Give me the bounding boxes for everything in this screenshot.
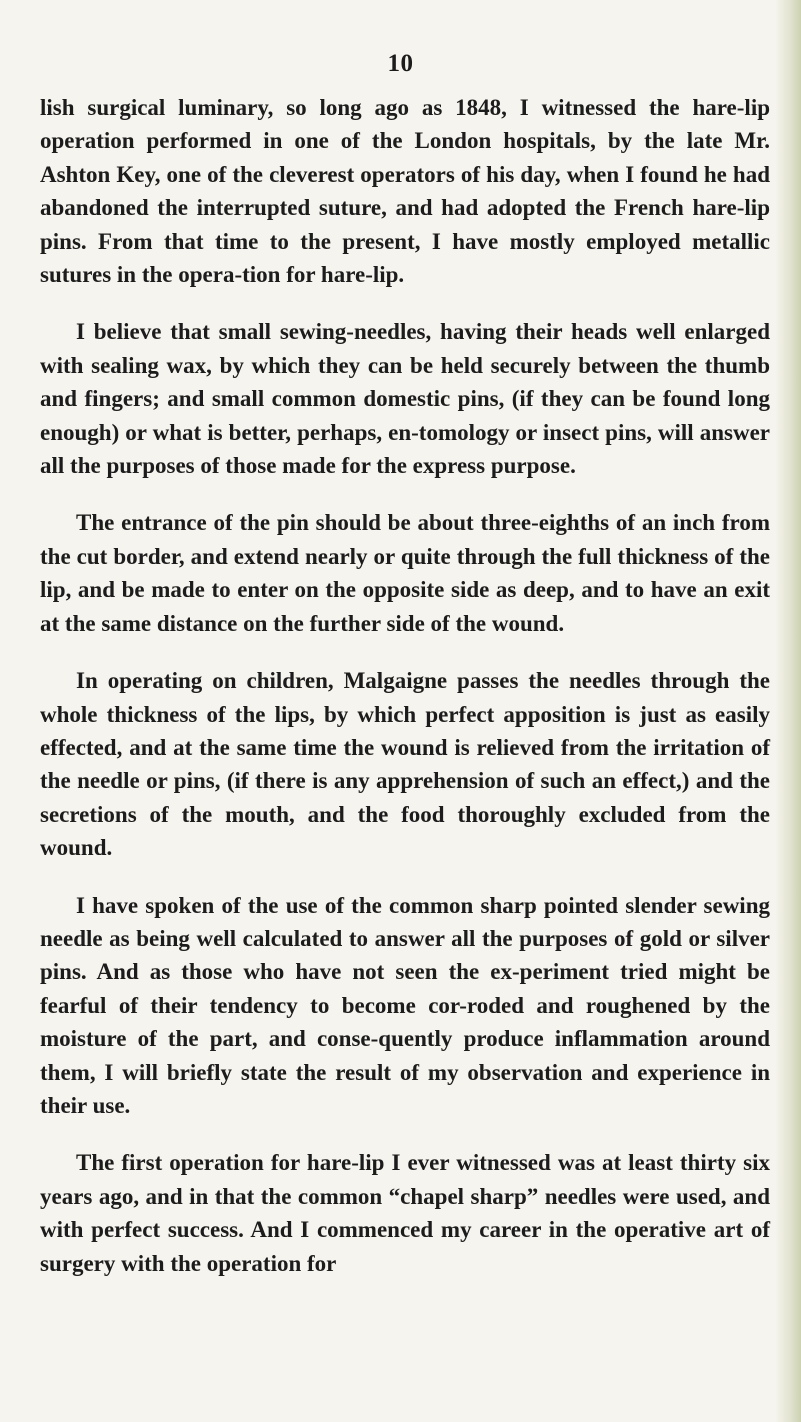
paragraph-first-operation: The first operation for hare-lip I ever witnessed was at least thirty six years ago, and in that the common “chapel sharp” needles were used, and with perfect success. And I commenced my career in the operative art of surgery with the operation for (40, 1150, 770, 1276)
body-text (40, 91, 770, 1304)
page-edge-shadow (775, 0, 801, 1422)
paragraph-pin-entrance: The entrance of the pin should be about three-eighths of an inch from the cut border, and extend nearly or quite through the full thickness of the lip, and be made to enter on the opposite side as deep, and to have an exit at the same distance on the further side of the wound. (40, 510, 770, 636)
page-number: 10 (387, 50, 414, 77)
paragraph-continuation: lish surgical luminary, so long ago as 1848, I witnessed the hare-lip operation performed in one of the London hospitals, by the late Mr. Ashton Key, one of the cleverest operators of his day, when I found he had abandoned the interrupted suture, and had adopted the French hare-lip pins. From that time to the present, I have mostly employed metallic sutures in the opera-tion for hare-lip. (40, 95, 770, 288)
paragraph-needles: I believe that small sewing-needles, having their heads well enlarged with sealing wax, by which they can be held securely between the thumb and fingers; and small common domestic pins, (if they can be found long enough) or what is better, perhaps, en-tomology or insect pins, will answer all the purposes of those made for the express purpose. (40, 319, 770, 479)
paragraph-malgaigne: In operating on children, Malgaigne passes the needles through the whole thickness of the lips, by which perfect apposition is just as easily effected, and at the same time the wound is relieved from the irritation of the needle or pins, (if there is any apprehension of such an effect,) and the secretions of the mouth, and the food thoroughly excluded from the wound. (40, 668, 770, 861)
paragraph-sewing-needle: I have spoken of the use of the common sharp pointed slender sewing needle as being well calculated to answer all the purposes of gold or silver pins. And as those who have not seen the ex-periment tried might be fearful of their tendency to become cor-roded and roughened by the moisture of the part, and conse-quently produce inflammation around them, I will briefly state the result of my observation and experience in their use. (40, 892, 770, 1118)
